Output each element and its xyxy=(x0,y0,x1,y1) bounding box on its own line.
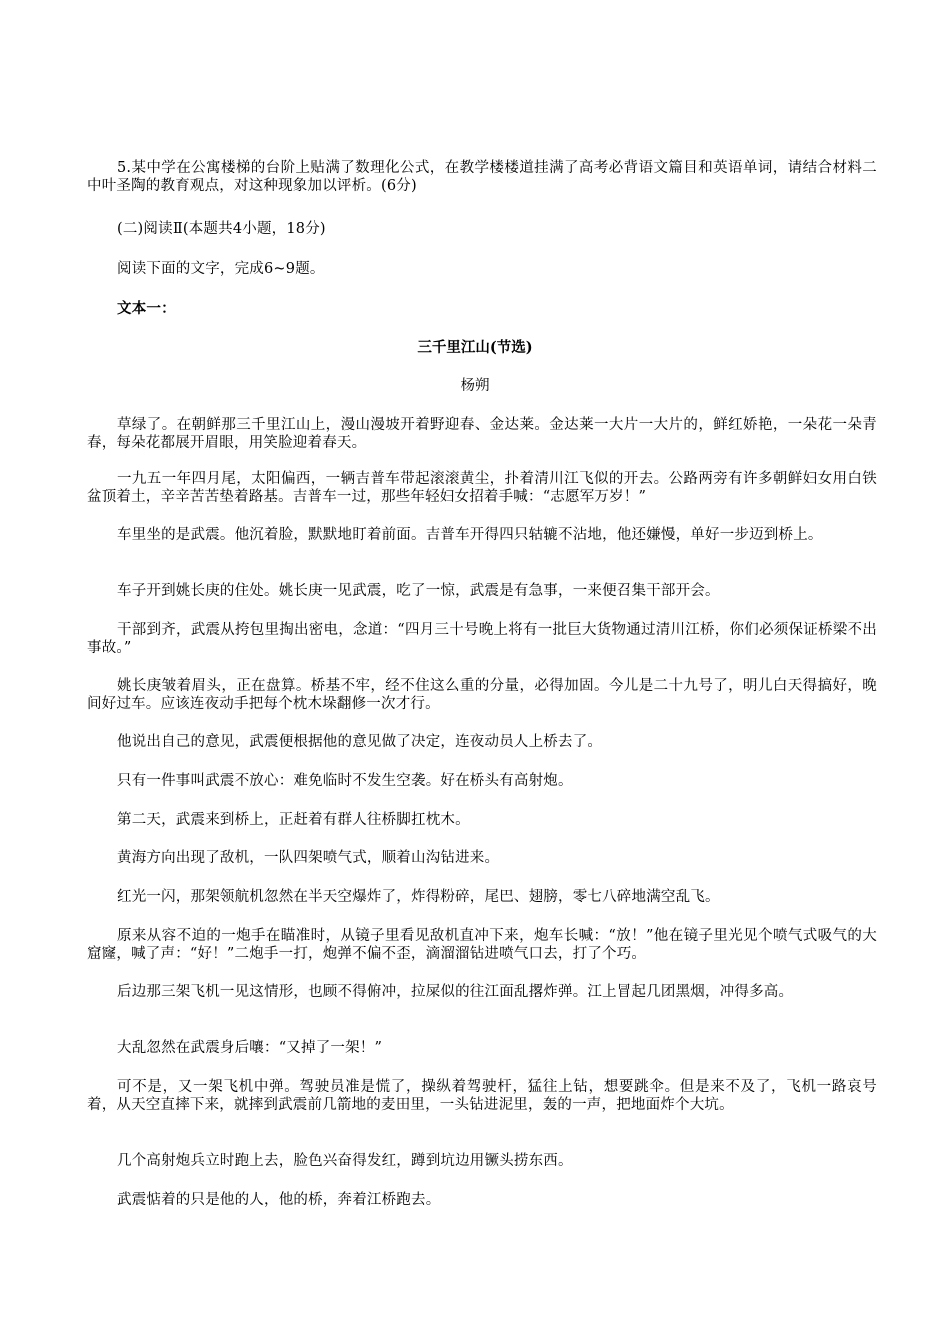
article-title: 三千里江山(节选) xyxy=(417,339,533,356)
article-paragraph: 车里坐的是武震。他沉着脸，默默地盯着前面。吉普车开得四只轱辘不沾地，他还嫌慢，单好一步迈到桥上。 xyxy=(117,527,823,543)
article-paragraph: 几个高射炮兵立时跑上去，脸色兴奋得发红，蹲到坑边用镢头捞东西。 xyxy=(117,1153,573,1169)
article-paragraph: 一九五一年四月尾，太阳偏西，一辆吉普车带起滚滚黄尘，扑着清川江飞似的开去。公路两旁有许多朝鲜妇女用白铁盆顶着土，辛辛苦苦垫着路基。吉普车一过，那些年轻妇女招着手喊：“志愿军万岁！” xyxy=(87,471,877,505)
question-5: 5.某中学在公寓楼梯的台阶上贴满了数理化公式，在教学楼楼道挂满了高考必背语文篇目和英语单词，请结合材料二中叶圣陶的教育观点，对这种现象加以评析。(6分) xyxy=(87,160,877,194)
article-paragraph: 武震惦着的只是他的人，他的桥，奔着江桥跑去。 xyxy=(117,1192,441,1208)
article-paragraph: 车子开到姚长庚的住处。姚长庚一见武震，吃了一惊，武震是有急事，一来便召集干部开会。 xyxy=(117,583,720,599)
instruction-text: 阅读下面的文字，完成6~9题。 xyxy=(117,261,325,277)
article-paragraph: 可不是，又一架飞机中弹。驾驶员准是慌了，操纵着驾驶杆，猛往上钻，想要跳伞。但是来不及了，飞机一路哀号着，从天空直摔下来，就摔到武震前几箭地的麦田里，一头钻进泥里，轰的一声，把地面炸个大坑。 xyxy=(87,1079,877,1113)
article-paragraph: 后边那三架飞机一见这情形，也顾不得俯冲，拉屎似的往江面乱撂炸弹。江上冒起几团黑烟，冲得多高。 xyxy=(117,984,794,1000)
article-paragraph: 草绿了。在朝鲜那三千里江山上，漫山漫坡开着野迎春、金达莱。金达莱一大片一大片的，鲜红娇艳，一朵花一朵青春，每朵花都展开眉眼，用笑脸迎着春天。 xyxy=(87,417,877,451)
article-paragraph: 第二天，武震来到桥上，正赶着有群人往桥脚扛枕木。 xyxy=(117,812,470,828)
article-author: 杨朔 xyxy=(460,378,490,394)
text-one-label: 文本一： xyxy=(117,300,176,317)
article-paragraph: 他说出自己的意见，武震便根据他的意见做了决定，连夜动员人上桥去了。 xyxy=(117,734,603,750)
article-paragraph: 黄海方向出现了敌机，一队四架喷气式，顺着山沟钻进来。 xyxy=(117,850,500,866)
article-paragraph: 大乱忽然在武震身后嚷：“又掉了一架！” xyxy=(117,1040,383,1056)
article-paragraph: 只有一件事叫武震不放心：难免临时不发生空袭。好在桥头有高射炮。 xyxy=(117,773,573,789)
article-paragraph: 红光一闪，那架领航机忽然在半天空爆炸了，炸得粉碎，尾巴、翅膀，零七八碎地满空乱飞。 xyxy=(117,889,720,905)
section-heading: (二)阅读Ⅱ(本题共4小题，18分) xyxy=(117,221,326,237)
article-paragraph: 原来从容不迫的一炮手在瞄准时，从镜子里看见敌机直冲下来，炮车长喊：“放！”他在镜子里光见个喷气式吸气的大窟窿，喊了声：“好！”二炮手一打，炮弹不偏不歪，滴溜溜钻进喷气口去，打了个巧。 xyxy=(87,928,877,962)
article-paragraph: 姚长庚皱着眉头，正在盘算。桥基不牢，经不住这么重的分量，必得加固。今儿是二十九号了，明儿白天得搞好，晚间好过车。应该连夜动手把每个枕木垛翻修一次才行。 xyxy=(87,678,877,712)
article-paragraph: 干部到齐，武震从挎包里掏出密电，念道：“四月三十号晚上将有一批巨大货物通过清川江桥，你们必须保证桥梁不出事故。” xyxy=(87,622,877,656)
